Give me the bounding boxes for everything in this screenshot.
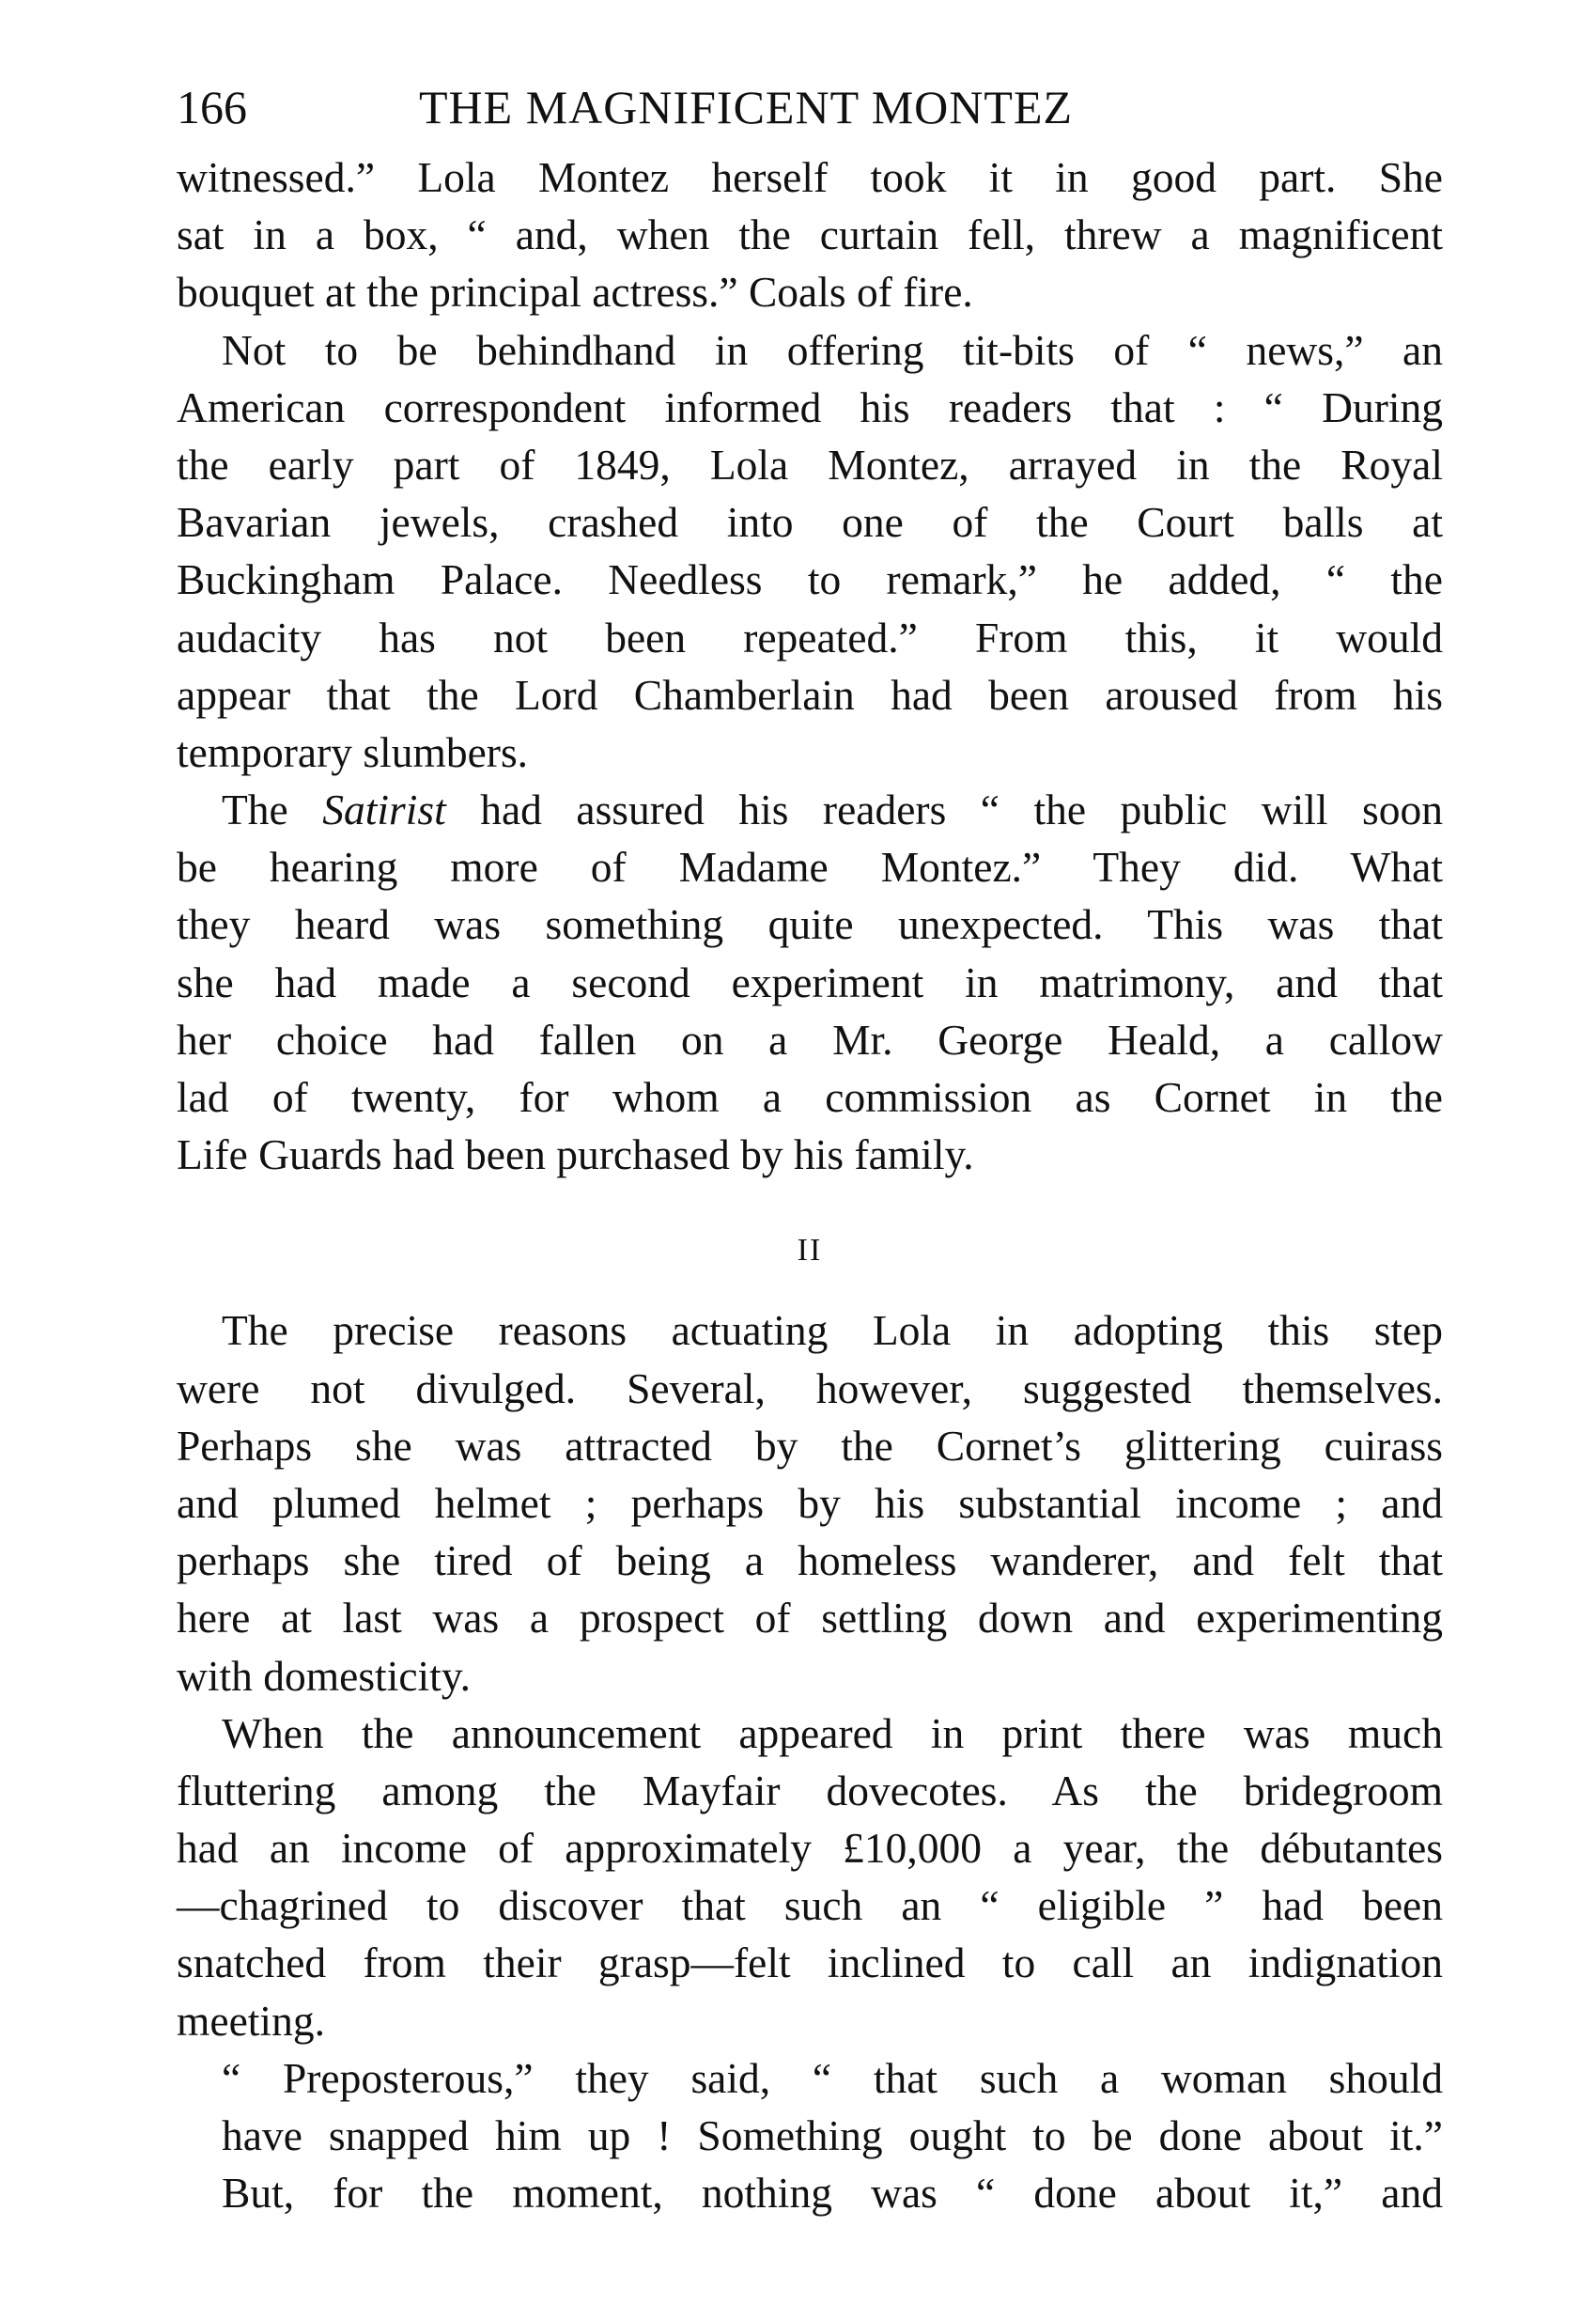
text-line: audacity has not been repeated.” From this, it would xyxy=(177,613,1443,662)
running-title: THE MAGNIFICENT MONTEZ xyxy=(419,81,1074,133)
text-line: “ Preposterous,” they said, “ that such a woman should xyxy=(222,2053,1443,2102)
text-line: Not to be behindhand in offering tit-bits of “ news,” an xyxy=(222,325,1443,374)
text-line: and plumed helmet ; perhaps by his substantial income ; and xyxy=(177,1478,1443,1527)
paragraph xyxy=(177,321,1443,782)
paragraph xyxy=(177,1301,1443,1704)
body-text xyxy=(177,148,1443,2221)
page-header xyxy=(177,66,1443,148)
paragraph xyxy=(177,148,1443,321)
text-line: Buckingham Palace. Needless to remark,” he added, “ the xyxy=(177,555,1443,604)
text-line: witnessed.” Lola Montez herself took it in good part. She xyxy=(177,153,1443,201)
text-line: appear that the Lord Chamberlain had been aroused from his xyxy=(177,670,1443,719)
text-line: But, for the moment, nothing was “ done about it,” and xyxy=(222,2169,1443,2218)
text-line: fluttering among the Mayfair dovecotes. As the bridegroom xyxy=(177,1766,1443,1814)
text-line: When the announcement appeared in print there was much xyxy=(222,1708,1443,1757)
text-line: be hearing more of Madame Montez.” They did. What xyxy=(177,843,1443,892)
text-line: were not divulged. Several, however, suggested themselves. xyxy=(177,1363,1443,1412)
text-line: meeting. xyxy=(177,1996,325,2045)
text-line: they heard was something quite unexpected. This was that xyxy=(177,900,1443,949)
text-line: Life Guards had been purchased by his family. xyxy=(177,1130,974,1179)
book-page xyxy=(177,66,1443,2221)
text-line: here at last was a prospect of settling down and experimenting xyxy=(177,1594,1443,1643)
text-line xyxy=(177,781,1443,838)
paragraph xyxy=(177,1705,1443,2049)
text-line: her choice had fallen on a Mr. George Heald, a callow xyxy=(177,1015,1443,1064)
text-line: temporary slumbers. xyxy=(177,727,529,776)
text-line: Perhaps she was attracted by the Cornet’s glittering cuirass xyxy=(177,1421,1443,1470)
text-line: American correspondent informed his readers that : “ During xyxy=(177,382,1443,431)
paragraph xyxy=(177,2049,1443,2164)
publication-title: Satirist xyxy=(322,786,446,834)
text-line: snatched from their grasp—felt inclined to call an indignation xyxy=(177,1939,1443,1987)
text-line: —chagrined to discover that such an “ eligible ” had been xyxy=(177,1881,1443,1930)
text-line: bouquet at the principal actress.” Coals of fire. xyxy=(177,268,973,317)
text-line: had an income of approximately £10,000 a year, the débutantes xyxy=(177,1824,1443,1873)
text-line: with domesticity. xyxy=(177,1651,471,1700)
text-fragment: had assured his readers “ the public will soon xyxy=(445,786,1443,834)
text-line: she had made a second experiment in matrimony, and that xyxy=(177,958,1443,1006)
text-line: have snapped him up ! Something ought to be done about it.” xyxy=(222,2111,1443,2159)
text-line: The precise reasons actuating Lola in adopting this step xyxy=(222,1306,1443,1355)
paragraph xyxy=(177,2164,1443,2221)
text-line: sat in a box, “ and, when the curtain fell, threw a magnificent xyxy=(177,210,1443,259)
text-line: Bavarian jewels, crashed into one of the Court balls at xyxy=(177,498,1443,547)
text-fragment: The xyxy=(222,786,323,834)
text-line: the early part of 1849, Lola Montez, arrayed in the Royal xyxy=(177,440,1443,489)
text-line: lad of twenty, for whom a commission as Cornet in the xyxy=(177,1073,1443,1121)
text-line: perhaps she tired of being a homeless wanderer, and felt that xyxy=(177,1536,1443,1585)
page-number: 166 xyxy=(177,81,247,133)
paragraph xyxy=(177,781,1443,1183)
section-number: II xyxy=(797,1233,823,1269)
